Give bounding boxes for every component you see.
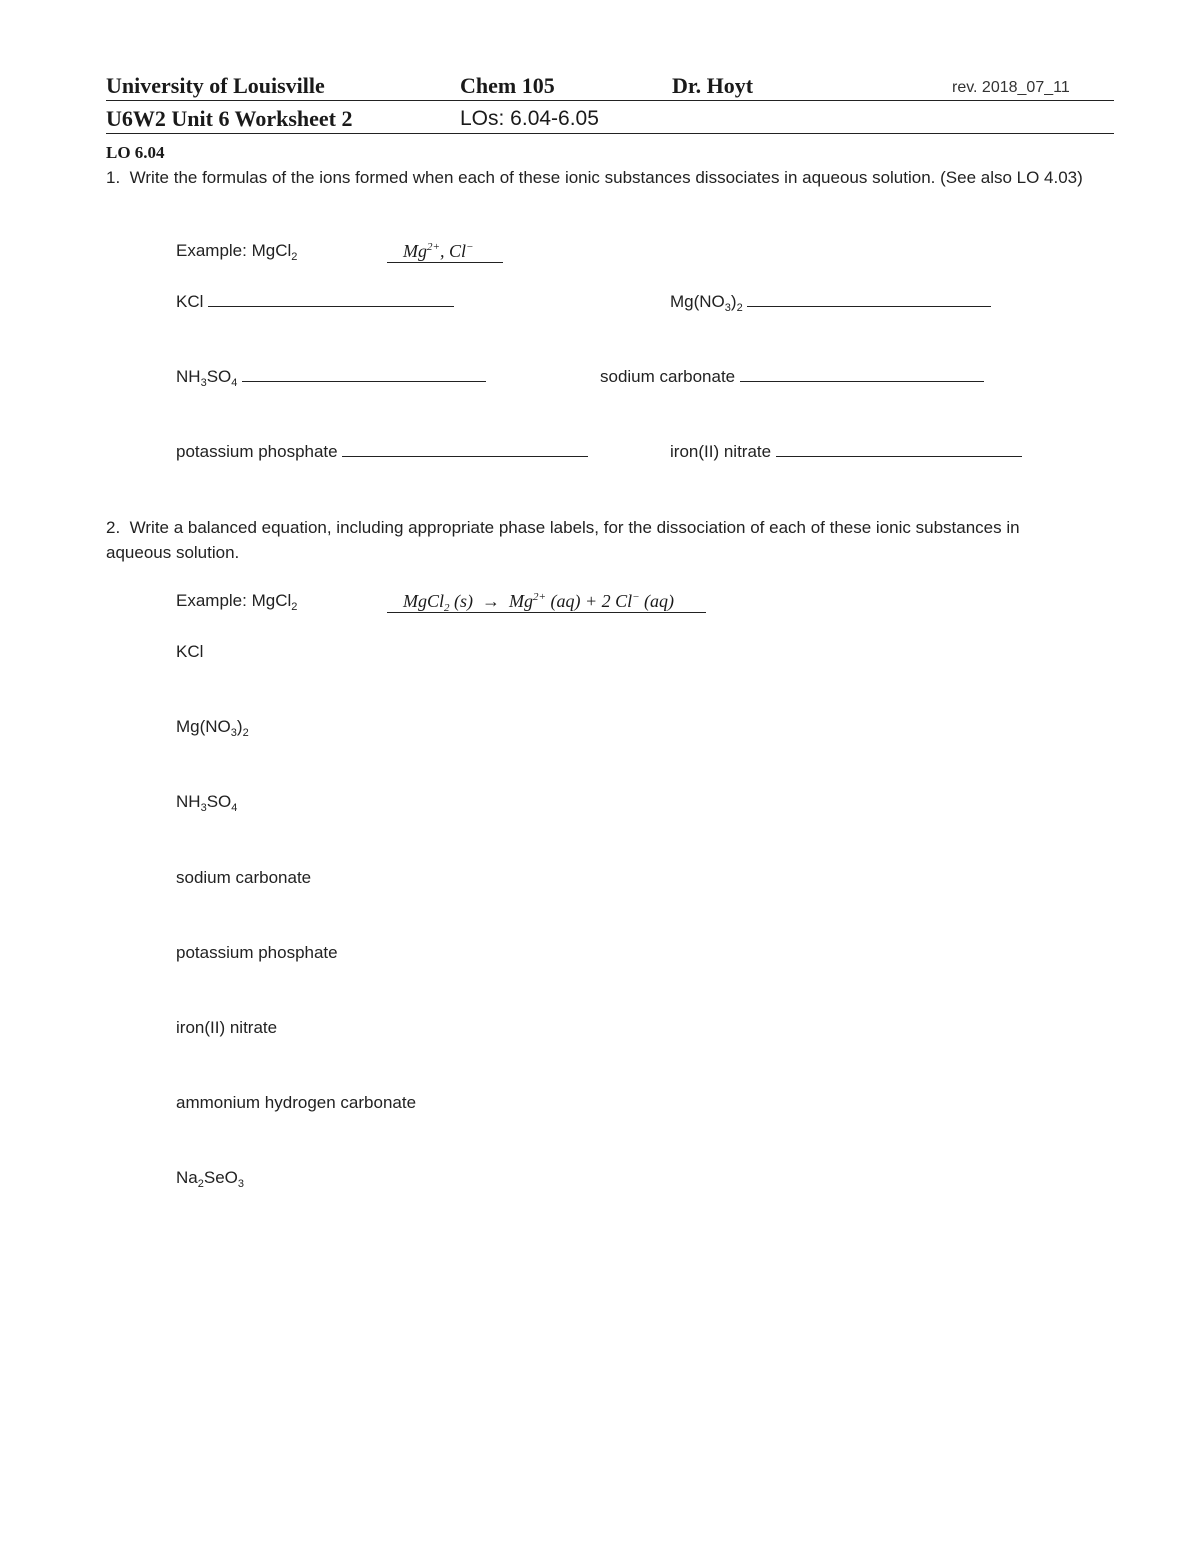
question-2-prompt [106, 515, 1066, 565]
lo-heading: LO 6.04 [106, 143, 165, 162]
q2-item-potassium-phosphate: potassium phosphate [176, 943, 338, 962]
q1-iron-nitrate-answer-blank[interactable] [776, 442, 1022, 457]
q1-example-label: Example: MgCl$_2$ [176, 241, 298, 263]
q1-potassium-phosphate-answer-blank[interactable] [342, 442, 588, 457]
q2-item-sodium-carbonate: sodium carbonate [176, 868, 312, 887]
learning-objectives: LOs: 6.04-6.05 [460, 107, 599, 130]
q1-item-mgno3: $Mg(NO_3)_2$ [670, 292, 991, 314]
q1-example-answer: $Mg^{2+}$, Cl− [387, 241, 503, 262]
q2-item-iron-nitrate: iron(II) nitrate [176, 1018, 278, 1037]
course-name: Chem 105 [460, 73, 555, 98]
worksheet-title: U6W2 Unit 6 Worksheet 2 [106, 106, 353, 131]
q2-item-kcl: KCl [176, 642, 204, 661]
q1-item-potassium-phosphate: potassium phosphate [176, 442, 588, 462]
q2-example-answer: MgCl$_2$ $(s) \to Mg^{2+}$ (aq) + 2 Cl− (aq) [387, 591, 706, 614]
header-rule-2 [106, 133, 1114, 134]
question-1-number: 1. [106, 168, 121, 187]
q1-item-nh3so4: $NH_3SO_4$ [176, 367, 486, 389]
q1-sodium-carbonate-answer-blank[interactable] [740, 367, 984, 382]
q2-item-na2seo3: $Na_2SeO_3$ [176, 1168, 245, 1190]
q2-item-nh3so4: $NH_3SO_4$ [176, 792, 238, 814]
question-2-number: 2. [106, 518, 121, 537]
q1-mgno3-answer-blank[interactable] [747, 292, 991, 307]
q2-item-mgno3: $Mg(NO_3)_2$ [176, 717, 249, 739]
header-rule-1 [106, 100, 1114, 101]
reaction-arrow: → [482, 591, 501, 611]
q1-kcl-answer-blank[interactable] [208, 292, 454, 307]
question-1-prompt [106, 165, 1096, 190]
instructor-name: Dr. Hoyt [672, 73, 754, 98]
question-2-text: Write a balanced equation, including appropriate phase labels, for the dissociation of each of these ionic substances in aqueous solution. [106, 518, 1020, 562]
question-1-text: Write the formulas of the ions formed when each of these ionic substances dissociates in aqueous solution. (See also LO 4.03) [129, 168, 1083, 187]
revision-date: rev. 2018_07_11 [952, 79, 1070, 96]
q1-nh3so4-answer-blank[interactable] [242, 367, 486, 382]
q1-item-sodium-carbonate: sodium carbonate [600, 367, 984, 387]
q2-item-ammonium-hydrogen-carbonate: ammonium hydrogen carbonate [176, 1093, 417, 1112]
q1-item-iron-nitrate: iron(II) nitrate [670, 442, 1022, 462]
q1-item-kcl: KCl [176, 292, 454, 312]
university-name: University of Louisville [106, 73, 325, 98]
q2-example-label: Example: MgCl$_2$ [176, 591, 298, 613]
